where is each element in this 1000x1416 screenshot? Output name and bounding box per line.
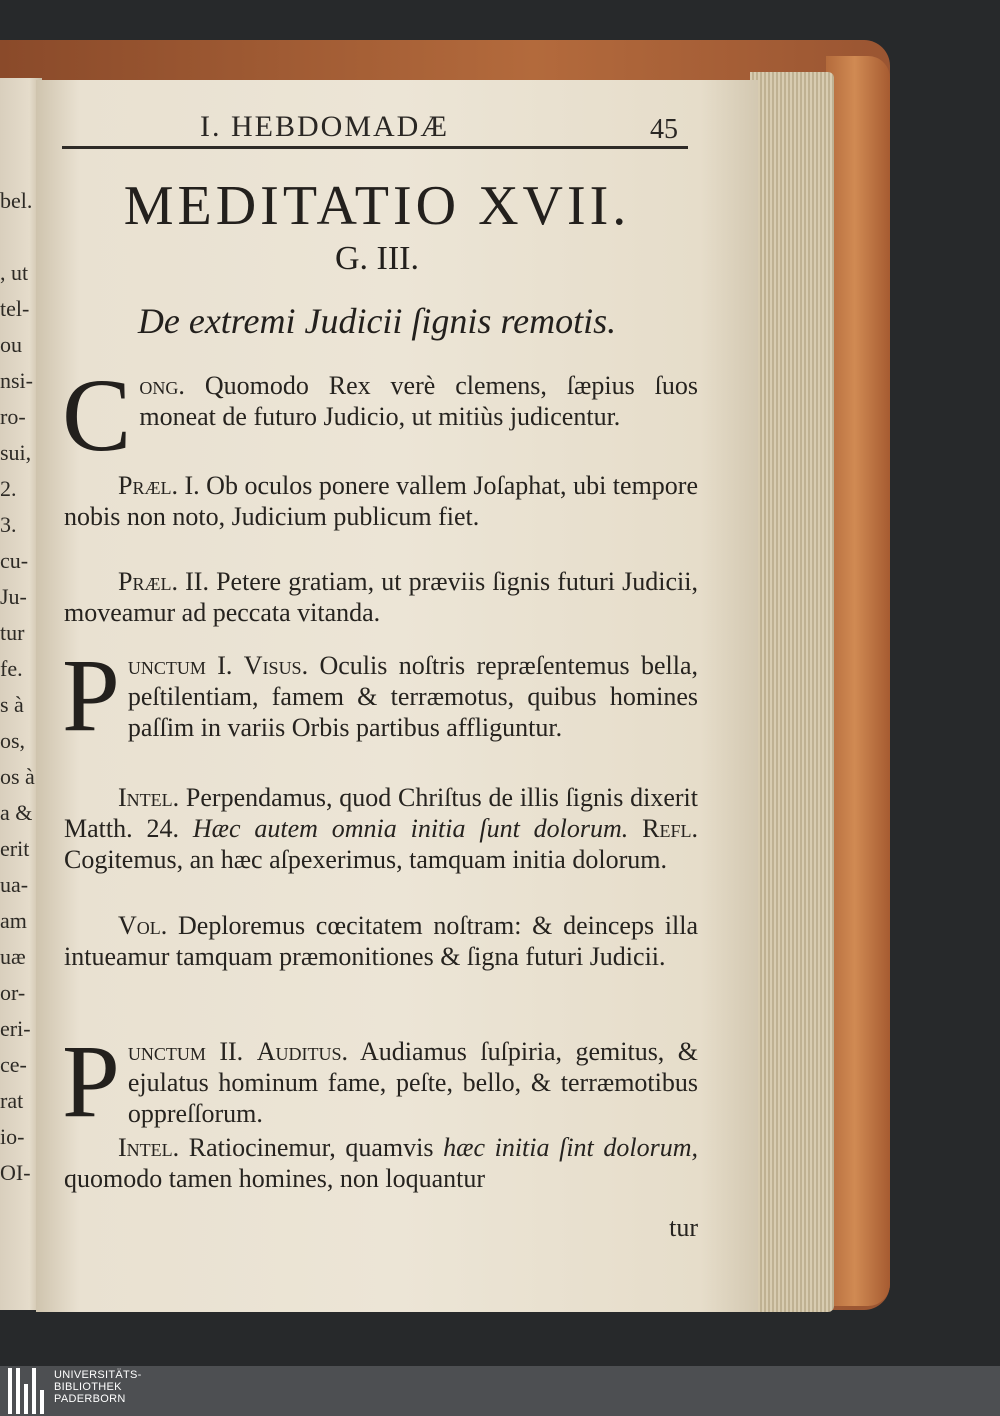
left-page-text: Ju- xyxy=(0,584,27,609)
punctum2-paragraph xyxy=(62,1024,699,1139)
vol1-text: Deploremus cœcitatem noſtram: & deinceps illa intueamur tamquam præmonitiones & ſigna futuri Judicii. xyxy=(64,911,698,971)
left-page-text: tel- xyxy=(0,296,30,321)
punctum1-number: I. xyxy=(217,651,233,680)
left-page-text: ua- xyxy=(0,872,29,897)
left-page-text: tur xyxy=(0,620,25,645)
punctum2-auditus: Auditus. xyxy=(256,1037,348,1066)
left-page-text: erit xyxy=(0,836,30,861)
intel2-label: Intel. xyxy=(118,1133,180,1162)
library-logo-icon xyxy=(6,1368,46,1414)
left-page-text: os à xyxy=(0,764,35,789)
library-logo-text xyxy=(54,1369,142,1405)
dropcap: P xyxy=(62,638,120,753)
meditation-heading: De extremi Judicii ſignis remotis. xyxy=(137,301,617,341)
left-page-text: , ut xyxy=(0,260,29,285)
vol1-paragraph xyxy=(64,910,698,972)
left-page-text: nsi- xyxy=(0,368,33,393)
punctum2-number: II. xyxy=(219,1037,244,1066)
left-page-text: sui, xyxy=(0,440,32,465)
intel1-text: Perpendamus, quod Chriſtus de illis ſignis dixerit Matth. 24. xyxy=(64,783,698,843)
logo-line-3: PADERBORN xyxy=(54,1393,126,1405)
punctum2-label: unctum xyxy=(127,1037,206,1066)
prael1-paragraph xyxy=(64,470,698,532)
left-page-text: bel. xyxy=(0,188,33,213)
meditation-title: MEDITATIO XVII. xyxy=(123,175,631,237)
intel1-label: Intel. xyxy=(118,783,180,812)
left-page-text: ce- xyxy=(0,1052,27,1077)
book-cover-edge xyxy=(826,56,890,1306)
refl-label: Refl. xyxy=(642,814,698,843)
punctum1-text: Oculis noſtris repræſentemus bella, peſtilentiam, famem & terræmotus, quibus homines paſſim in variis Orbis partibus affliguntur. xyxy=(127,651,698,742)
left-page-text: ro- xyxy=(0,404,26,429)
cong-text: Quomodo Rex verè clemens, ſæpius ſuos moneat de futuro Judicio, ut mitiùs judicentur. xyxy=(139,371,699,431)
left-page-text: ou xyxy=(0,332,22,357)
punctum2-text: Audiamus ſuſpiria, gemitus, & ejulatus hominum fame, peſte, bello, & terræmotibus oppreſſorum. xyxy=(127,1037,699,1128)
prael1-label: Præl. xyxy=(118,471,178,500)
page-edges xyxy=(750,72,834,1312)
left-page-text: fe. xyxy=(0,656,23,681)
left-page-text: am xyxy=(0,908,27,933)
left-page-text: 2. xyxy=(0,476,17,501)
header-rule xyxy=(62,146,688,149)
intel2-paragraph xyxy=(64,1132,698,1194)
left-page-text: or- xyxy=(0,980,26,1005)
dropcap: P xyxy=(62,1024,120,1139)
footer-bar xyxy=(0,1366,1000,1416)
left-page-text: cu- xyxy=(0,548,29,573)
prael2-paragraph xyxy=(64,566,698,628)
left-page-text: a & xyxy=(0,800,33,825)
dropcap: C xyxy=(62,358,132,473)
intel2-text-a: Ratiocinemur, quamvis xyxy=(188,1133,434,1162)
cong-paragraph xyxy=(62,358,699,473)
refl-text: Cogitemus, an hæc aſpexerimus, tamquam initia dolorum. xyxy=(64,845,667,874)
left-page-text: os, xyxy=(0,728,26,753)
punctum1-visus: Visus. xyxy=(243,651,309,680)
prael1-text: I. Ob oculos ponere vallem Joſaphat, ubi tempore nobis non noto, Judicium publicum fiet. xyxy=(64,471,698,531)
left-page-text: uæ xyxy=(0,944,26,969)
logo-line-1: UNIVERSITÄTS- xyxy=(54,1369,142,1381)
vol1-label: Vol. xyxy=(118,911,168,940)
page-number: 45 xyxy=(650,114,678,145)
logo-line-2: BIBLIOTHEK xyxy=(54,1381,122,1393)
intel2-quote: hæc initia ſint dolorum, xyxy=(443,1133,699,1162)
punctum1-paragraph xyxy=(62,638,698,753)
prael2-label: Præl. xyxy=(118,567,178,596)
left-page-text: io- xyxy=(0,1124,25,1149)
meditation-subtitle: G. III. xyxy=(334,240,420,277)
left-page-text: s à xyxy=(0,692,24,717)
left-page-text: OI- xyxy=(0,1160,31,1185)
prael2-text: II. Petere gratiam, ut præviis ſignis futuri Judicii, moveamur ad peccata vitanda. xyxy=(64,567,699,627)
left-page-text: 3. xyxy=(0,512,17,537)
intel2-text-b: quomodo tamen homines, non loquantur xyxy=(64,1164,486,1193)
intel1-paragraph xyxy=(64,782,698,875)
intel1-quote: Hæc autem omnia initia ſunt dolorum. xyxy=(192,814,629,843)
punctum1-label: unctum xyxy=(127,651,206,680)
catchword: tur xyxy=(669,1213,698,1242)
cong-label: ong. xyxy=(139,371,185,400)
left-page-text: eri- xyxy=(0,1016,31,1041)
left-page-text: rat xyxy=(0,1088,24,1113)
running-head: I. HEBDOMADÆ xyxy=(200,110,449,143)
